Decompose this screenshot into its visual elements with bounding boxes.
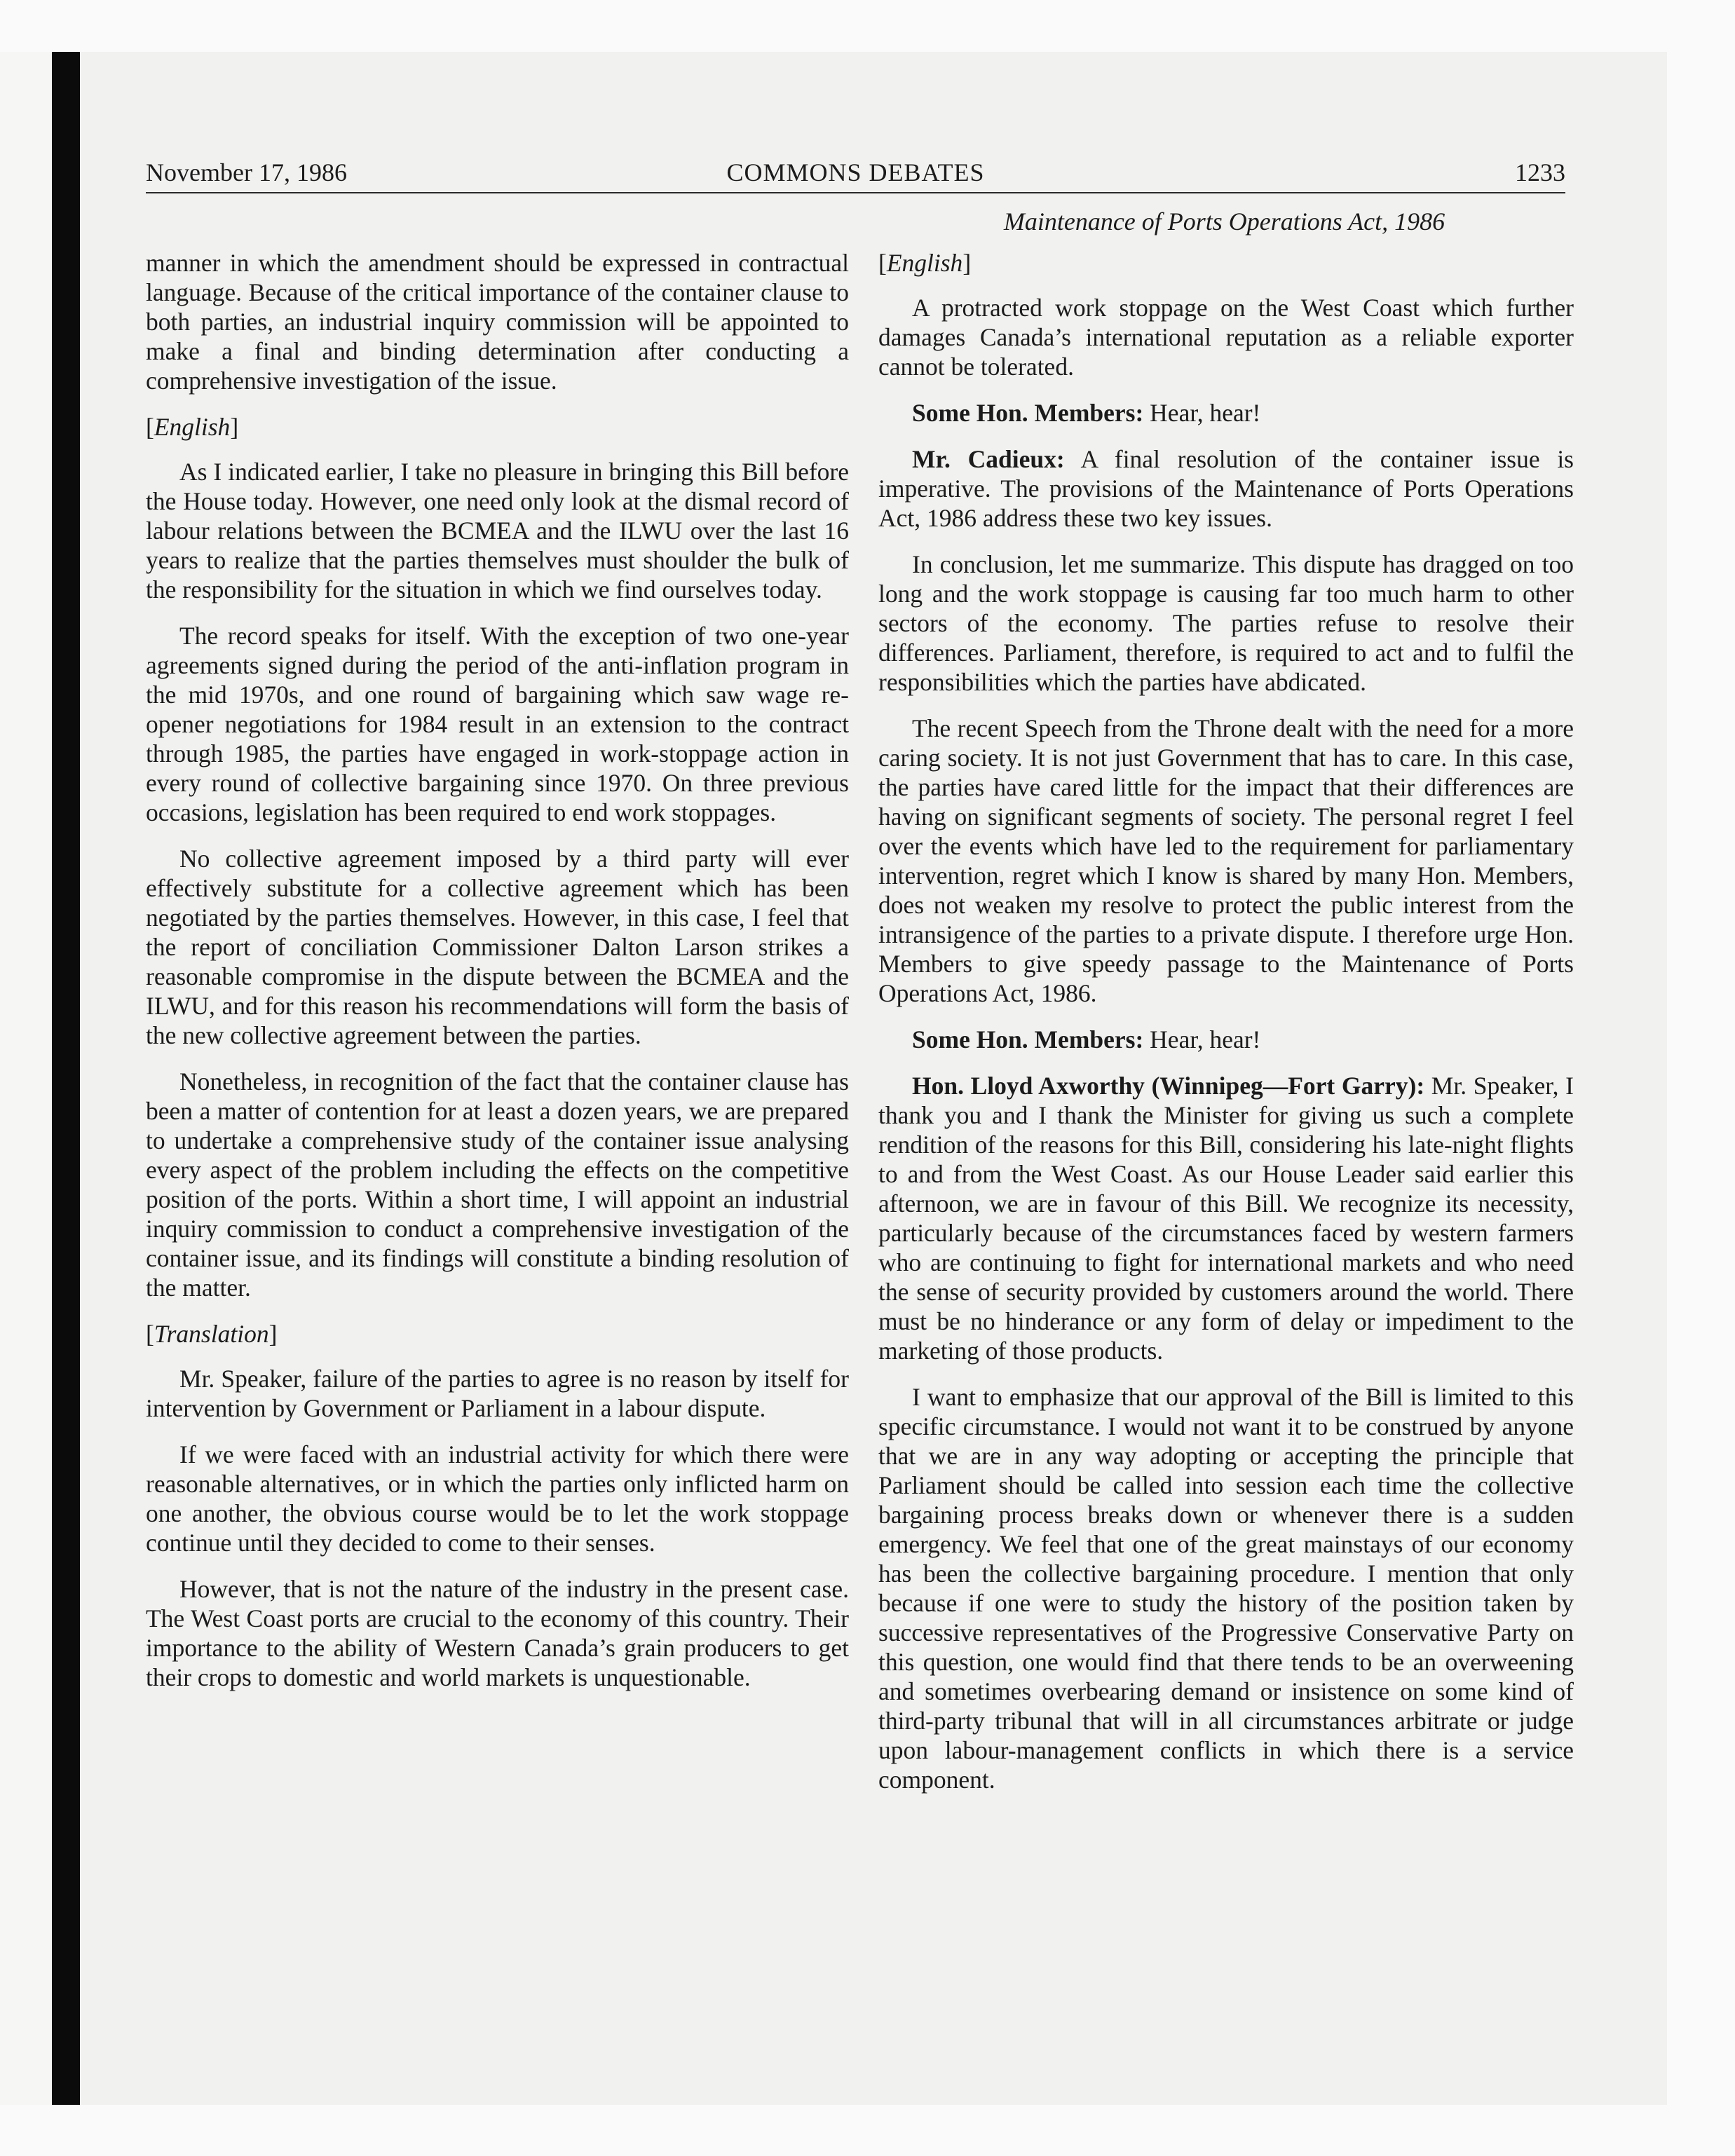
speech-text: Hear, hear! bbox=[1143, 399, 1261, 427]
scan-margin-bottom bbox=[0, 2105, 1735, 2156]
paragraph: Nonetheless, in recognition of the fact that the container clause has been a matter of contention for at least a dozen years, we are prepared to undertake a comprehensive study of the container issue analysing every aspect of the problem including the effects on the competitive position of the ports. Within a short time, I will appoint an industrial inquiry commission to conduct a comprehensive investigation of the container issue, and its findings will constitute a binding resolution of the matter. bbox=[146, 1067, 849, 1302]
left-column bbox=[146, 248, 849, 1709]
paragraph: Mr. Speaker, failure of the parties to agree is no reason by itself for intervention by Government or Parliament in a labour dispute. bbox=[146, 1365, 849, 1422]
header-date: November 17, 1986 bbox=[146, 158, 347, 186]
language-marker-text: English bbox=[886, 249, 963, 277]
interjection bbox=[878, 398, 1574, 428]
speech bbox=[878, 1071, 1574, 1365]
language-marker-text: Translation bbox=[154, 1320, 269, 1348]
paragraph: As I indicated earlier, I take no pleasure in bringing this Bill before the House today. However, one need only look at the dismal record of labour relations between the BCMEA and the ILWU over the last 16 years to realize that the parties themselves must shoulder the bulk of the responsibility for the situation in which we find ourselves today. bbox=[146, 458, 849, 603]
language-marker: [English] bbox=[146, 413, 239, 441]
paragraph: However, that is not the nature of the industry in the present case. The West Coast ports are crucial to the economy of this country. Their importance to the ability of Western Canada’s grain producers to get their crops to domestic and world markets is unquestionable. bbox=[146, 1575, 849, 1691]
scan-margin-right bbox=[1667, 0, 1735, 2156]
language-marker-text: English bbox=[154, 413, 231, 441]
scan-margin-top bbox=[0, 0, 1735, 52]
paragraph: A protracted work stoppage on the West Coast which further damages Canada’s international reputation as a reliable exporter cannot be tolerated. bbox=[878, 294, 1574, 381]
speech-text: Mr. Speaker, I thank you and I thank the Minister for giving us such a complete rendition of the reasons for this Bill, considering his late-night flights to and from the West Coast. As our House Leader said earlier this afternoon, we are in favour of this Bill. We recognize its necessity, particularly because of the circumstances faced by western farmers who are continuing to fight for international markets and who need the sense of security provided by customers around the world. There must be no hinderance or any form of delay or impediment to the marketing of those products. bbox=[878, 1072, 1574, 1365]
header-page-number: 1233 bbox=[1515, 158, 1565, 186]
paragraph: The recent Speech from the Throne dealt with the need for a more caring society. It is not just Government that has to care. In this case, the parties have cared little for the impact that their differences are having on significant segments of society. The personal regret I feel over the events which have led to the requirement for parliamentary intervention, regret which I know is shared by many Hon. Members, does not weaken my resolve to protect the public interest from the intransigence of the parties to a private dispute. I therefore urge Hon. Members to give speedy passage to the Maintenance of Ports Operations Act, 1986. bbox=[878, 714, 1574, 1007]
paragraph: If we were faced with an industrial activity for which there were reasonable alternatives, or in which the parties only inflicted harm on one another, the obvious course would be to let the work stoppage continue until they decided to come to their senses. bbox=[146, 1440, 849, 1557]
page-header bbox=[146, 156, 1565, 193]
right-column bbox=[878, 248, 1574, 1811]
speech-text: Hear, hear! bbox=[1143, 1025, 1261, 1053]
speech-text: A final resolution of the container issue is imperative. The provisions of the Maintenance of Ports Operations Act, 1986 address these two key issues. bbox=[878, 445, 1574, 532]
interjection bbox=[878, 1025, 1574, 1054]
paragraph: No collective agreement imposed by a third party will ever effectively substitute for a collective agreement which has been negotiated by the parties themselves. However, in this case, I feel that the report of conciliation Commissioner Dalton Larson strikes a reasonable compromise in the dispute between the BCMEA and the ILWU, and for this reason his recommendations will form the basis of the new collective agreement between the parties. bbox=[146, 845, 849, 1049]
header-publication: COMMONS DEBATES bbox=[726, 158, 985, 186]
speech bbox=[878, 444, 1574, 533]
paragraph: manner in which the amendment should be expressed in contractual language. Because of the critical importance of the container clause to both parties, an industrial inquiry commission will be appointed to make a final and binding determination after conducting a comprehensive investigation of the issue. bbox=[146, 249, 849, 395]
language-marker: [Translation] bbox=[146, 1320, 278, 1348]
language-marker: [English] bbox=[878, 249, 972, 277]
speaker-name: Some Hon. Members: bbox=[912, 1025, 1144, 1053]
paragraph: The record speaks for itself. With the exception of two one-year agreements signed during the period of the anti-inflation program in the mid 1970s, and one round of bargaining which saw wage re-opener negotiations for 1984 result in an extension to the contract through 1985, the parties have engaged in work-stoppage action in every round of collective bargaining since 1970. On three previous occasions, legislation has been required to end work stoppages. bbox=[146, 622, 849, 826]
speaker-name: Mr. Cadieux: bbox=[912, 445, 1065, 473]
binding-edge bbox=[52, 52, 80, 2105]
speaker-name: Some Hon. Members: bbox=[912, 399, 1144, 427]
speaker-name: Hon. Lloyd Axworthy (Winnipeg—Fort Garry): bbox=[912, 1072, 1425, 1100]
paragraph: In conclusion, let me summarize. This dispute has dragged on too long and the work stoppage is causing far too much harm to other sectors of the economy. The parties refuse to resolve their differences. Parliament, therefore, is required to act and to fulfil the responsibilities which the parties have abdicated. bbox=[878, 550, 1574, 696]
running-title: Maintenance of Ports Operations Act, 1986 bbox=[1003, 207, 1445, 236]
paragraph: I want to emphasize that our approval of the Bill is limited to this specific circumstance. I would not want it to be construed by anyone that we are in any way adopting or accepting the principle that Parliament should be called into session each time the collective bargaining process breaks down or whenever there is a sudden emergency. We feel that one of the great mainstays of our economy has been the collective bargaining procedure. I mention that only because if one were to study the history of the position taken by successive representatives of the Progressive Conservative Party on this question, one would find that there tends to be an overweening and sometimes overbearing demand or insistence on some kind of third-party tribunal that will in all circumstances arbitrate or judge upon labour-management conflicts in which there is a service component. bbox=[878, 1383, 1574, 1794]
